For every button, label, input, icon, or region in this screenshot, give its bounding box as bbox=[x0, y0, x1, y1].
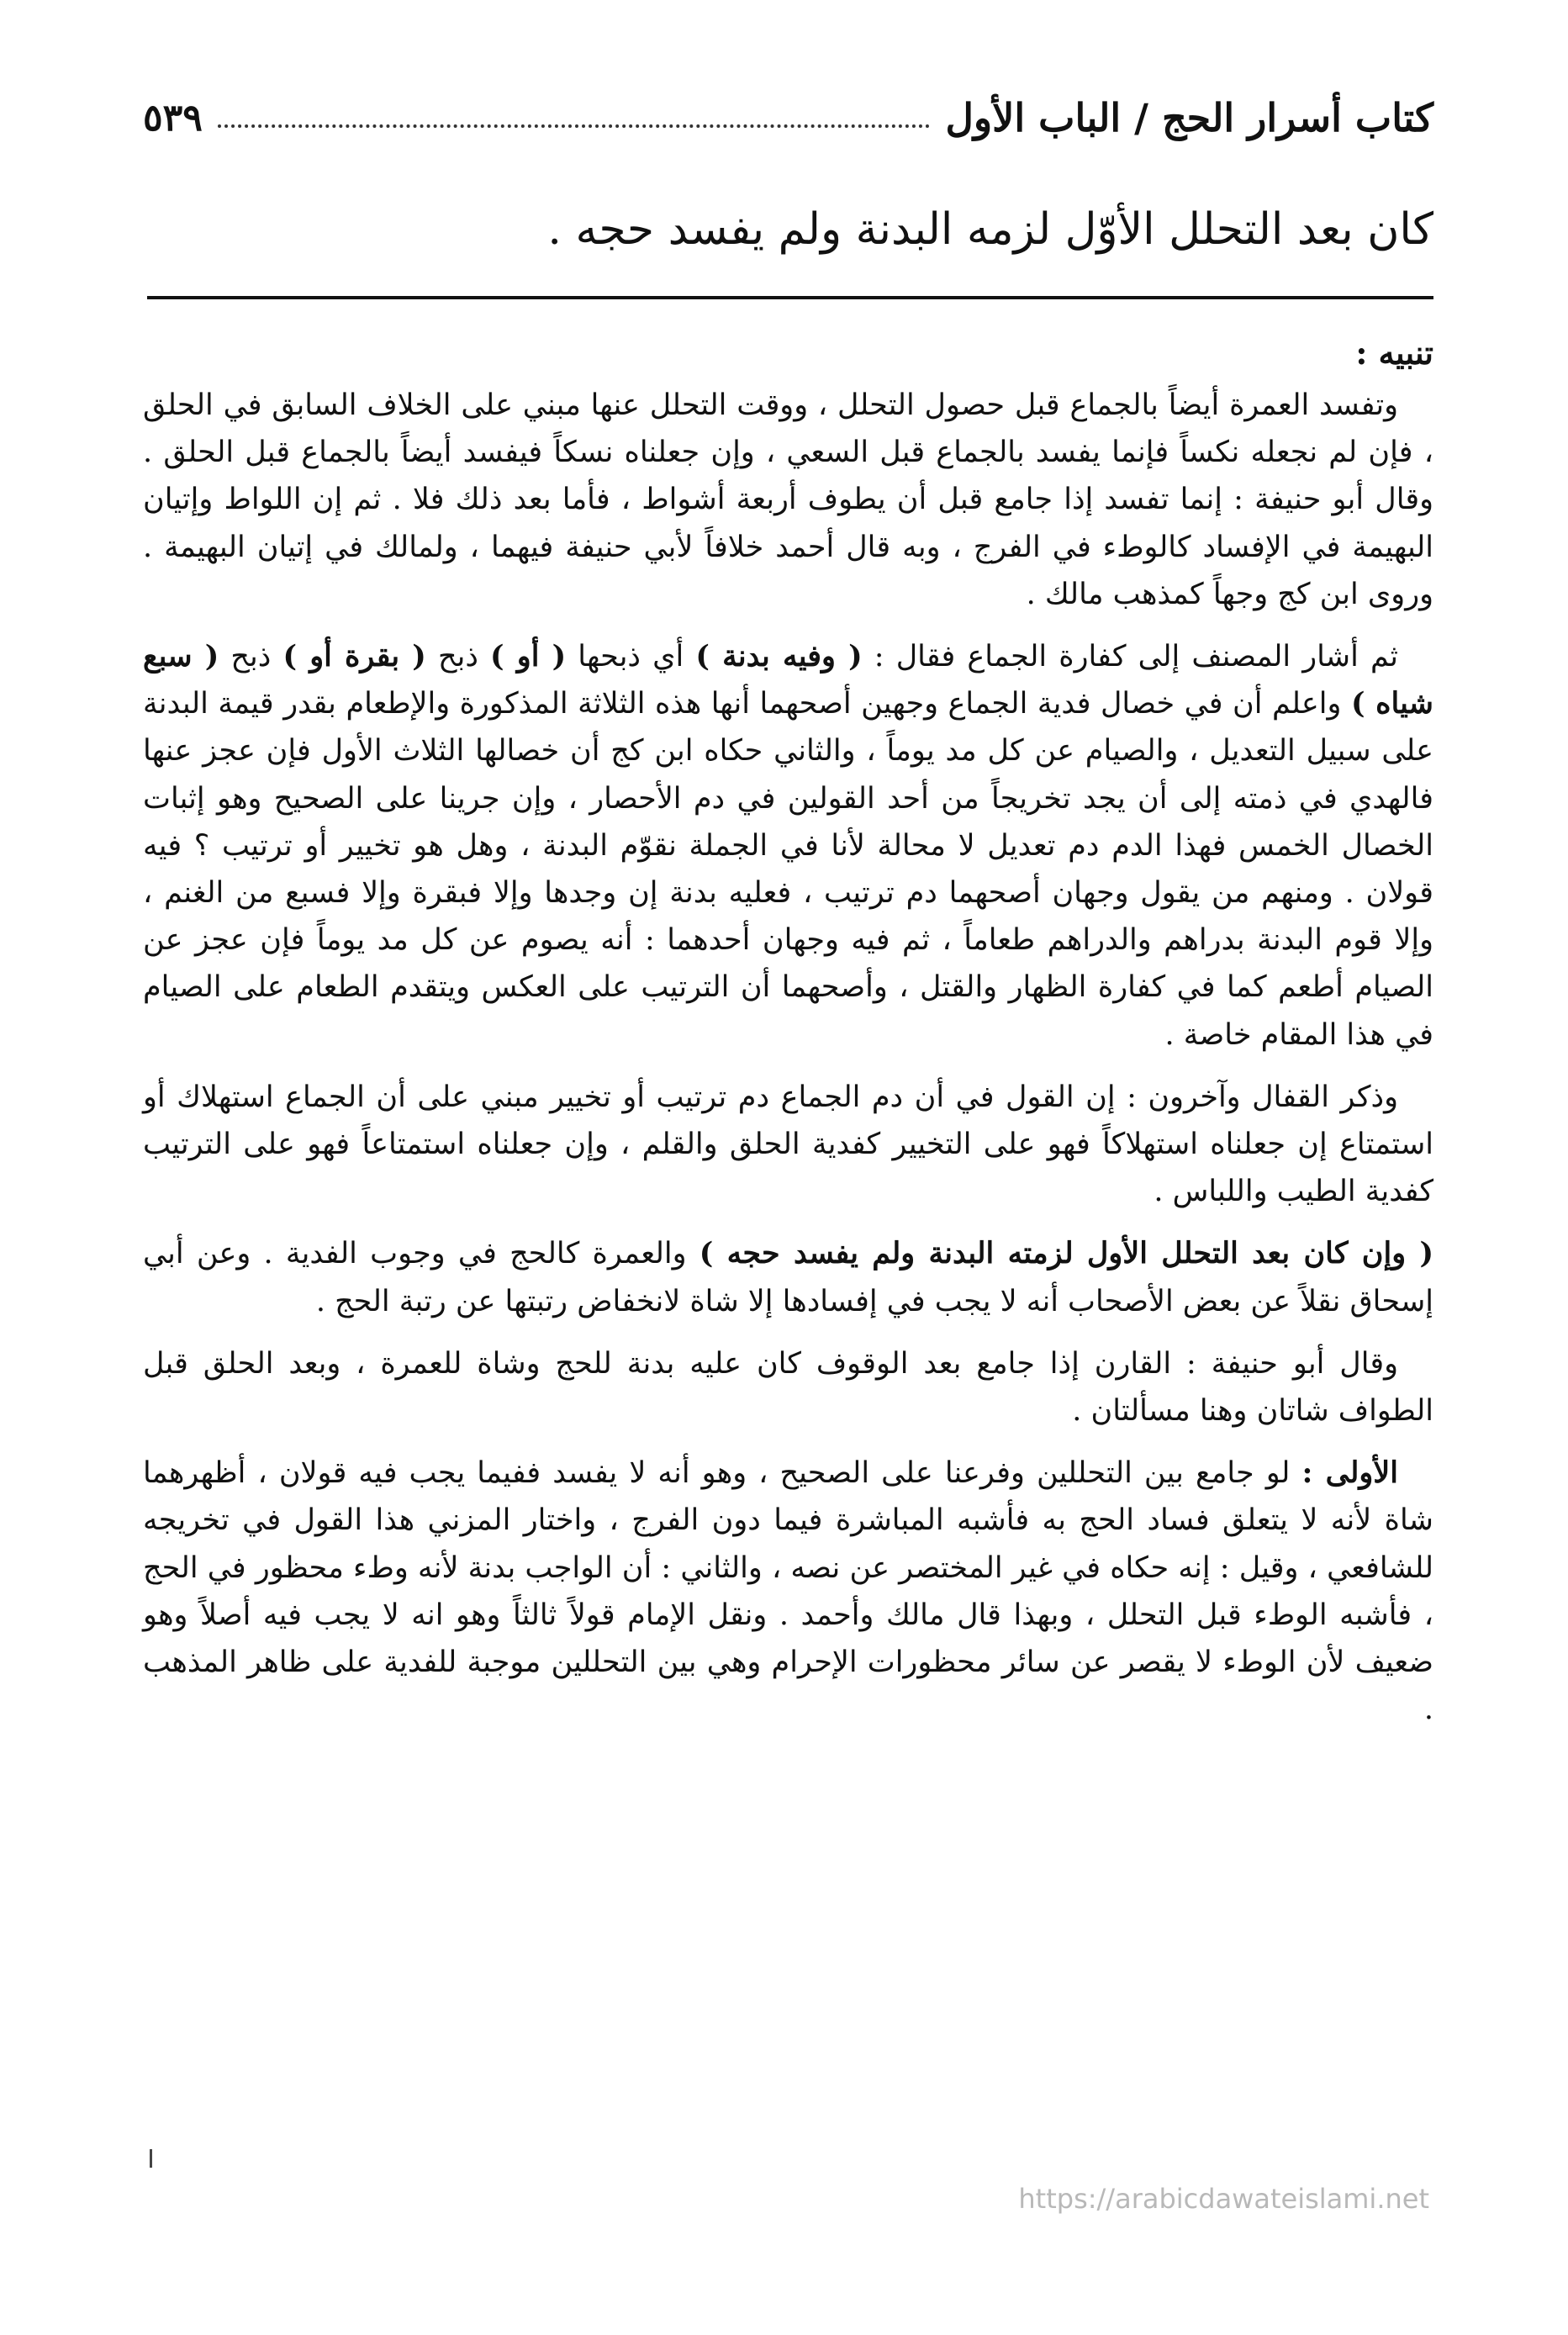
quoted-matn-2: ( أو ) bbox=[490, 639, 567, 674]
paragraph-2 bbox=[143, 633, 1433, 1059]
paragraph-4 bbox=[143, 1230, 1433, 1324]
issue-label-first: الأولى : bbox=[1301, 1455, 1398, 1491]
quoted-matn-4: ( سبع شياه ) bbox=[143, 639, 1433, 721]
quoted-matn-5: ( وإن كان بعد التحلل الأول لزمته البدنة ولم يفسد حجه ) bbox=[699, 1236, 1433, 1271]
paragraph-2-text-5: واعلم أن في خصال فدية الجماع وجهين أصحهما أنها هذه الثلاثة المذكورة والإطعام بقدر قيمة البدنة على سبيل التعديل ، والصيام عن كل مد يوماً ، والثاني حكاه ابن كج أن خصالها الثلاث الأول فإن عجز عنها فالهدي في ذمته إلى أن يجد تخريجاً من أحد القولين في دم الأحصار ، وإن جرينا على الصحيح وهو إثبات الخصال الخمس فهذا الدم دم تعديل لا محالة لأنا في الجملة نقوّم البدنة ، وهل هو تخيير أو ترتيب ؟ فيه قولان . ومنهم من يقول وجهان أصحهما دم ترتيب ، فعليه بدنة إن وجدها وإلا فبقرة وإلا فسبع من الغنم ، وإلا قوم البدنة بدراهم والدراهم طعاماً ، ثم فيه وجهان أحدهما : أنه يصوم عن كل مد يوماً فإن عجز عن الصيام أطعم كما في كفارة الظهار والقتل ، وأصحهما أن الترتيب على العكس ويتقدم الطعام على الصيام في هذا المقام خاصة . bbox=[143, 687, 1433, 1052]
paragraph-4-text: والعمرة كالحج في وجوب الفدية . وعن أبي إسحاق نقلاً عن بعض الأصحاب أنه لا يجب في إفسادها إلا شاة لانخفاض رتبتها عن رتبة الحج . bbox=[143, 1237, 1433, 1318]
quoted-matn-1: ( وفيه بدنة ) bbox=[695, 639, 863, 674]
commentary-text bbox=[143, 328, 1433, 1748]
paragraph-2-text-3: ذبح bbox=[425, 640, 491, 674]
margin-mark bbox=[150, 2149, 152, 2168]
section-heading: تنبيه : bbox=[1355, 334, 1433, 372]
paragraph-6-text: لو جامع بين التحللين وفرعنا على الصحيح ، وهو أنه لا يفسد ففيما يجب فيه قولان ، أظهرهما شاة لأنه لا يتعلق فساد الحج به فأشبه المباشرة فيما دون الفرج ، واختار المزني هذا القول في تخريجه للشافعي ، وقيل : إنه حكاه في غير المختصر عن نصه ، والثاني : أن الواجب بدنة لأنه وطء محظور في الحج ، فأشبه الوطء قبل التحلل ، وبهذا قال مالك وأحمد . ونقل الإمام قولاً ثالثاً وهو انه لا يجب فيه أصلاً وهو ضعيف لأن الوطء لا يقصر عن سائر محظورات الإحرام وهي بين التحللين موجبة للفدية على ظاهر المذهب . bbox=[143, 1456, 1433, 1727]
watermark-url: https://arabicdawateislami.net bbox=[1018, 2183, 1429, 2215]
paragraph-2-text-1: ثم أشار المصنف إلى كفارة الجماع فقال : bbox=[862, 640, 1399, 674]
separator-rule bbox=[147, 296, 1433, 299]
paragraph-5: وقال أبو حنيفة : القارن إذا جامع بعد الوقوف كان عليه بدنة للحج وشاة للعمرة ، وبعد الحلق قبل الطواف شاتان وهنا مسألتان . bbox=[143, 1346, 1433, 1429]
page-number: ٥٣٩ bbox=[143, 96, 203, 140]
paragraph-2-text-4: ذبح bbox=[219, 640, 283, 674]
header-dot-leader bbox=[218, 124, 931, 128]
paragraph-2-text-2: أي ذبحها bbox=[566, 640, 696, 674]
running-header-title: كتاب أسرار الحج / الباب الأول bbox=[945, 95, 1433, 140]
paragraph-3: وذكر القفال وآخرون : إن القول في أن دم الجماع دم ترتيب أو تخيير مبني على أن الجماع استهلاك أو استمتاع إن جعلناه استهلاكاً فهو على التخيير كفدية الحلق والقلم ، وإن جعلناه استمتاعاً فهو على الترتيب كفدية الطيب واللباس . bbox=[143, 1080, 1433, 1209]
quoted-matn-3: ( بقرة أو ) bbox=[282, 639, 426, 674]
main-text: كان بعد التحلل الأوّل لزمه البدنة ولم يفسد حجه . bbox=[547, 204, 1433, 255]
paragraph-1: وتفسد العمرة أيضاً بالجماع قبل حصول التحلل ، ووقت التحلل عنها مبني على الخلاف السابق في الحلق ، فإن لم نجعله نكساً فإنما يفسد بالجماع قبل السعي ، وإن جعلناه نسكاً فيفسد أيضاً بالجماع قبل الحلق . وقال أبو حنيفة : إنما تفسد إذا جامع قبل أن يطوف أربعة أشواط ، فأما بعد ذلك فلا . ثم إن اللواط وإتيان البهيمة في الإفساد كالوطء في الفرج ، وبه قال أحمد خلافاً لأبي حنيفة فيهما ، ولمالك في إتيان البهيمة . وروى ابن كج وجهاً كمذهب مالك . bbox=[143, 388, 1433, 611]
paragraph-6 bbox=[143, 1450, 1433, 1733]
running-header bbox=[143, 84, 1433, 151]
